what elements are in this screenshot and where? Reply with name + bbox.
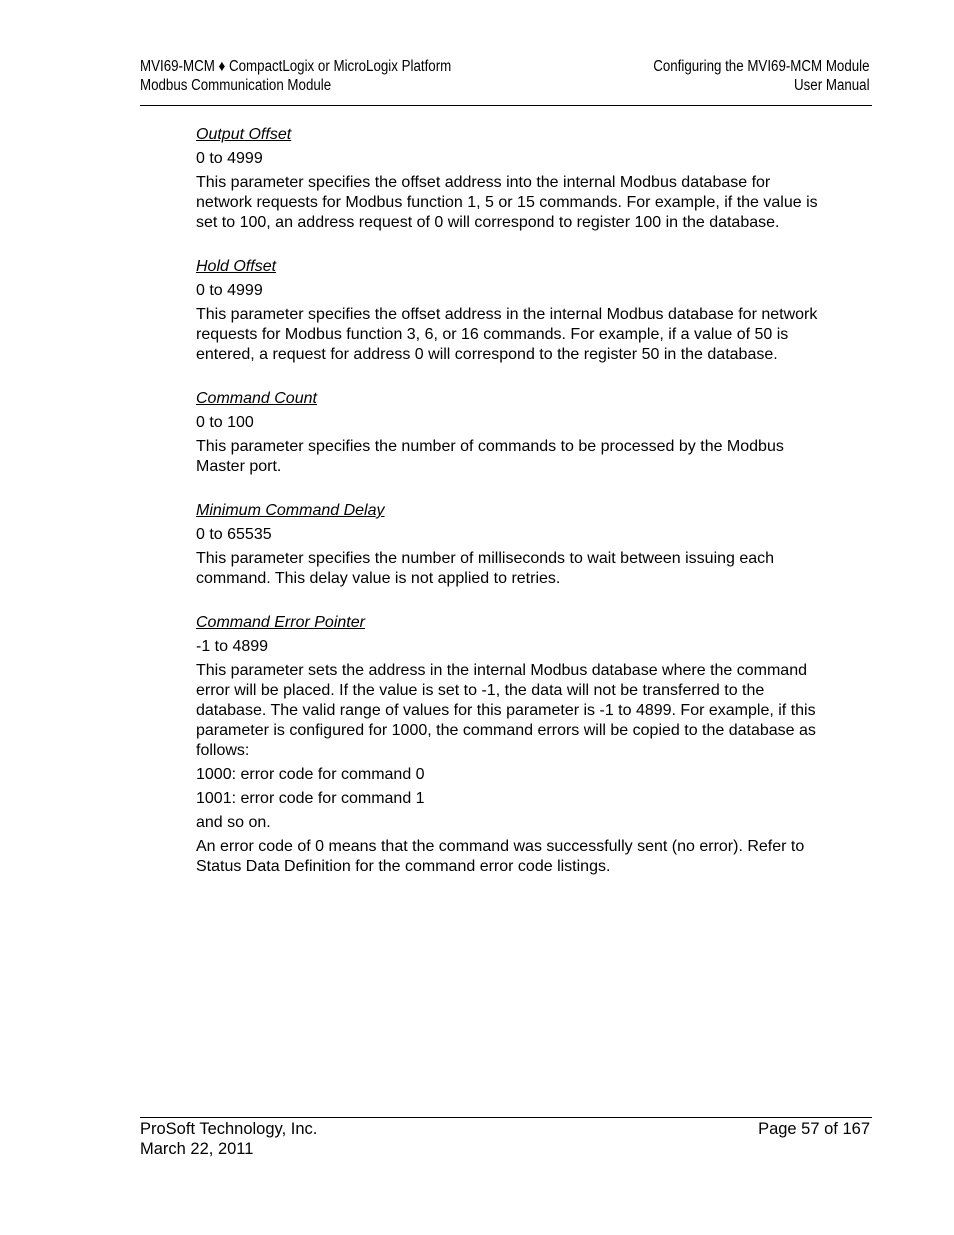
param-section (196, 389, 826, 477)
header-product-title: MVI69-MCM ♦ CompactLogix or MicroLogix Platform (140, 58, 452, 75)
param-range: 0 to 65535 (196, 526, 272, 543)
footer-divider (140, 1117, 872, 1118)
param-description: This parameter specifies the offset address into the internal Modbus database for network requests for Modbus function 1, 5 or 15 commands. For example, if the value is set to 100, an address request of 0 will correspond to register 100 in the database. (196, 174, 818, 231)
page-header-right (654, 57, 870, 95)
header-divider (140, 105, 872, 106)
param-range: 0 to 100 (196, 414, 254, 431)
page-number: Page 57 of 167 (758, 1120, 870, 1138)
header-product-subtitle: Modbus Communication Module (140, 77, 332, 94)
param-title: Hold Offset (196, 258, 277, 275)
param-section (196, 613, 826, 877)
error-code-line: 1001: error code for command 1 (196, 790, 425, 807)
page-footer-left (140, 1120, 317, 1159)
param-description: This parameter specifies the offset address in the internal Modbus database for network requests for Modbus function 3, 6, or 16 commands. For example, if a value of 50 is entered, a request for address 0 will correspond to the register 50 in the database. (196, 306, 818, 363)
param-description: This parameter specifies the number of milliseconds to wait between issuing each command. This delay value is not applied to retries. (196, 550, 775, 587)
param-section (196, 257, 826, 365)
header-manual-type: User Manual (794, 77, 870, 94)
param-range: 0 to 4999 (196, 282, 263, 299)
footer-date: March 22, 2011 (140, 1139, 254, 1158)
param-title: Minimum Command Delay (196, 502, 385, 519)
param-description: This parameter specifies the number of commands to be processed by the Modbus Master port. (196, 438, 784, 475)
error-code-line: and so on. (196, 814, 271, 831)
param-range: 0 to 4999 (196, 150, 263, 167)
page-header-left (140, 57, 451, 95)
document-body (196, 125, 826, 901)
param-description: This parameter sets the address in the internal Modbus database where the command error will be placed. If the value is set to -1, the data will not be transferred to the database. The valid range of values for this parameter is -1 to 4899. For example, if this parameter is configured for 1000, the command errors will be copied to the database as follows: (196, 662, 816, 759)
param-title: Command Count (196, 390, 317, 407)
param-note: An error code of 0 means that the command was successfully sent (no error). Refer to Status Data Definition for the command error code listings. (196, 838, 805, 875)
param-range: -1 to 4899 (196, 638, 269, 655)
param-title: Output Offset (196, 126, 292, 143)
footer-company: ProSoft Technology, Inc. (140, 1120, 318, 1138)
header-chapter-title: Configuring the MVI69-MCM Module (653, 58, 870, 75)
param-section (196, 125, 826, 233)
page-footer-right (758, 1120, 870, 1140)
error-code-line: 1000: error code for command 0 (196, 766, 425, 783)
param-section (196, 501, 826, 589)
param-title: Command Error Pointer (196, 614, 365, 631)
